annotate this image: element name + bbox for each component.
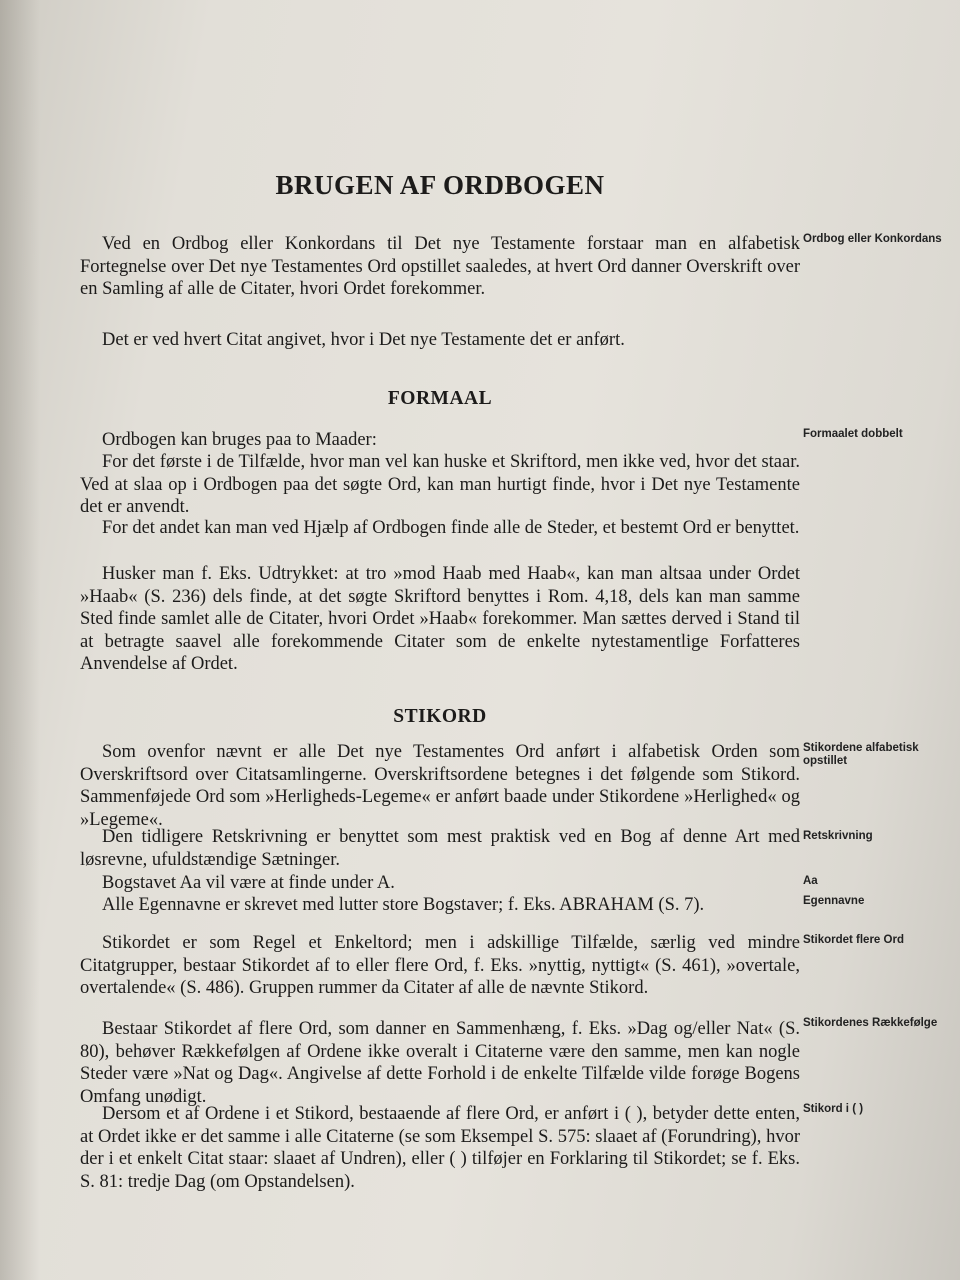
- stikord-paragraph-1: Som ovenfor nævnt er alle Det nye Testamentes Ord anført i alfabetisk Orden som Overskriftsord over Citatsamlingerne. Overskriftsordene betegnes i det følgende som Stikord. Sammenføjede Ord som »Herligheds-Legeme« er anført baade under Stikordene »Herlighed« og »Legeme«.: [80, 742, 800, 830]
- margin-note-parentes: Stikord i ( ): [803, 1103, 864, 1115]
- margin-note-egennavne: Egennavne: [803, 895, 865, 907]
- margin-note-raekkefolge: Stikordenes Rækkefølge: [803, 1017, 938, 1029]
- margin-note-retskrivning: Retskrivning: [803, 830, 873, 842]
- formaal-paragraph-4: Husker man f. Eks. Udtrykket: at tro »mod Haab med Haab«, kan man altsaa under Ordet »Haab« (S. 236) dels finde, at det søgte Skriftord benyttes i Rom. 4,18, dels kan man samme Sted finde samlet alle de Citater, hvori Ordet »Haab« forekommer. Man sættes derved i Stand til at betragte saavel alle forekommende Citater som de enkelte nytestamentlige Forfatteres Anvendelse af Ordet.: [80, 564, 800, 674]
- section-heading-stikord: STIKORD: [393, 706, 487, 727]
- section-heading-formaal: FORMAAL: [387, 388, 493, 409]
- margin-note-formaalet: Formaalet dobbelt: [803, 428, 903, 440]
- margin-note-flere-ord: Stikordet flere Ord: [803, 934, 904, 946]
- margin-note-ordbog: Ordbog eller Konkordans: [803, 233, 942, 245]
- stikord-paragraph-5: Stikordet er som Regel et Enkeltord; men i adskillige Tilfælde, særlig ved mindre Citatgrupper, bestaar Stikordet af to eller flere Ord, f. Eks. »nyttig, nyttigt« (S. 461), »overtale, overtalende« (S. 486). Gruppen rummer da Citater af alle de nævnte Stikord.: [80, 933, 800, 998]
- stikord-paragraph-2: Den tidligere Retskrivning er benyttet som mest praktisk ved en Bog af denne Art med løsrevne, ufuldstændige Sætninger.: [80, 827, 800, 870]
- margin-note-aa: Aa: [803, 875, 818, 887]
- page-title: BRUGEN AF ORDBOGEN: [275, 170, 605, 200]
- formaal-paragraph-2: For det første i de Tilfælde, hvor man vel kan huske et Skriftord, men ikke ved, hvor det staar. Ved at slaa op i Ordbogen paa det søgte Ord, kan man hurtigt finde, hvor i Det nye Testamente det er anvendt.: [80, 452, 800, 517]
- formaal-paragraph-1: Ordbogen kan bruges paa to Maader:: [102, 430, 377, 450]
- stikord-paragraph-7: Dersom et af Ordene i et Stikord, bestaaende af flere Ord, er anført i ( ), betyder dette enten, at Ordet ikke er det samme i alle Citaterne (se som Eksempel S. 575: slaaet af (Forundring), hvor der i et enkelt Citat staar: slaaet af Undren), eller ( ) tilføjer en Forklaring til Stikordet; se f. Eks. S. 81: tredje Dag (om Opstandelsen).: [80, 1104, 800, 1192]
- stikord-paragraph-6: Bestaar Stikordet af flere Ord, som danner en Sammenhæng, f. Eks. »Dag og/eller Nat« (S. 80), behøver Rækkefølgen af Ordene ikke overalt i Citaterne være den samme, men kan nogle Steder være »Nat og Dag«. Angivelse af dette Forhold i de enkelte Tilfælde vilde forøge Bogens Omfang unødigt.: [80, 1019, 800, 1107]
- intro-paragraph-2: Det er ved hvert Citat angivet, hvor i Det nye Testamente det er anført.: [102, 330, 625, 350]
- intro-paragraph-1: Ved en Ordbog eller Konkordans til Det nye Testamente forstaar man en alfabetisk Fortegnelse over Det nye Testamentes Ord opstillet saaledes, at hvert Ord danner Overskrift over en Samling af alle de Citater, hvori Ordet forekommer.: [80, 234, 800, 299]
- stikord-paragraph-4: Alle Egennavne er skrevet med lutter store Bogstaver; f. Eks. ABRAHAM (S. 7).: [102, 895, 705, 915]
- margin-note-stikordene: Stikordene alfabetisk opstillet: [803, 742, 919, 767]
- stikord-paragraph-3: Bogstavet Aa vil være at finde under A.: [102, 873, 395, 893]
- formaal-paragraph-3: For det andet kan man ved Hjælp af Ordbogen finde alle de Steder, et bestemt Ord er benyttet.: [102, 518, 800, 538]
